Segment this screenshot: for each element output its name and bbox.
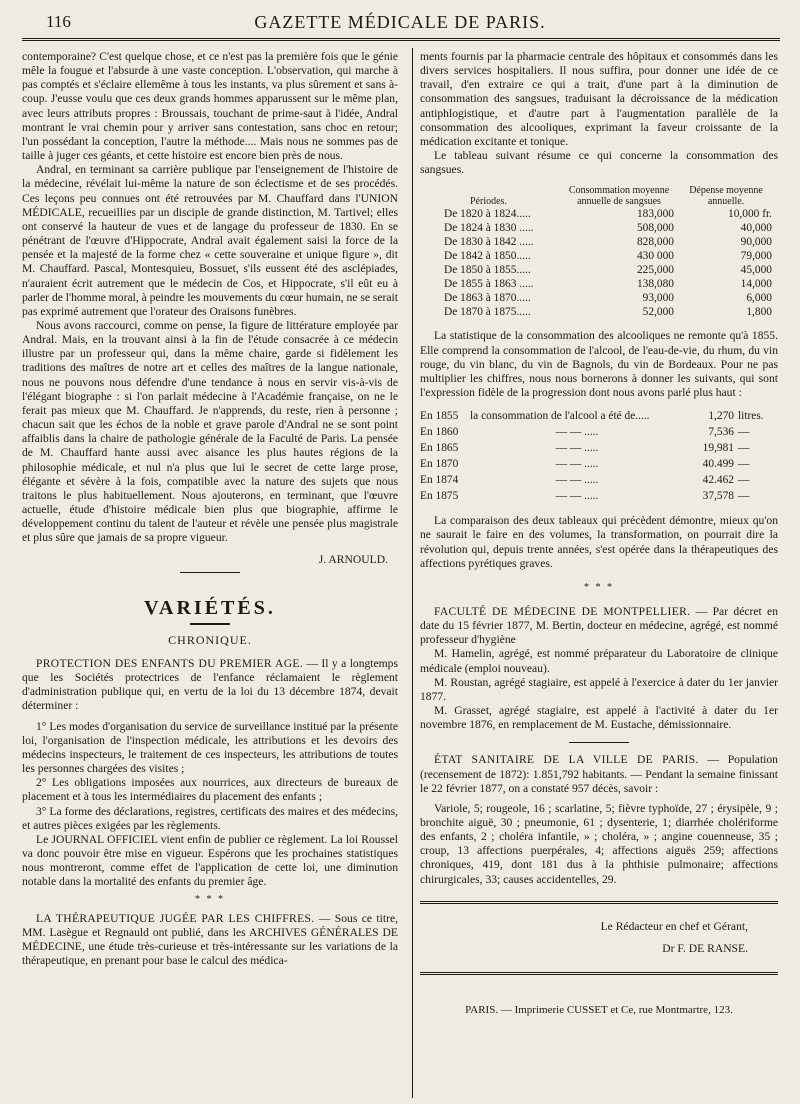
- paragraph: contemporaine? C'est quelque chose, et ce n'est pas la première fois que le génie mêle la fougue et l'absurde à une vaste conception. L'observation, qui marche à pas comptés et s'éclaire ellemême à tous les instants, va plus sûrement et sans à-coup. J'eusse voulu que ces deux grands hommes apparussent sur le même plan, avec leurs attributs propres : Broussais, touchant de prime-saut à l'idée, Andral montrant le vrai chemin pour y arriver sans contestation, sans choc en retour; l'un possédant la conception, l'autre la méthode.... Mais nous ne sommes pas de taille à juger ces géants, et cette histoire est encore bien près de nous.: [22, 50, 398, 163]
- table-row: En 1865 — — ..... 19,981 —: [420, 442, 750, 455]
- paragraph: [22, 912, 398, 969]
- paragraph: Andral, en terminant sa carrière publique par l'enseignement de l'histoire de la médecine, révélait lui-même la nature de son éclectisme et de ses procédés. Ces leçons peu connues ont été retrouvées par M. Chauffard dans l'UNION MÉDICALE, recueillies par un disciple de grande distinction, M. Tartivel; elles ont conservé la hauteur de vues et de langage du professeur de 1830. En se pénétrant de l'œuvre d'Hippocrate, Andral avait également saisi la force de la pensée et la majesté de la forme chez « cette souveraine et unique figure », dit M. Chauffard. Pascal, Montesquieu, Bossuet, s'ils eussent été des asclépiades, n'auraient écrit autrement que le médecin de Cos, et Hippocrate, s'il eût eu à parler de l'homme moral, à peindre les mouvements du cœur humain, ne se serait pas exprimé autrement que l'orateur des Oraisons funèbres.: [22, 163, 398, 318]
- section-rule: [420, 972, 778, 975]
- paragraph-text: — Par décret en date du 15 février 1877, M. Bertin, docteur en médecine, agrégé, est nommé professeur d'hygiène: [420, 604, 779, 647]
- paragraph-text: — Il y a longtemps que les Sociétés protectrices de l'enfance réclamaient le règlement d'administration publique qui, en vertu de la loi du 13 décembre 1874, devait déterminer :: [22, 656, 398, 713]
- paragraph: 1° Les modes d'organisation du service de surveillance institué par la présente loi, l'organisation de l'inspection médicale, les attributions et les devoirs des médecins inspecteurs, le traitement de ces inspecteurs, les attributions de toutes les personnes chargées des visites ;: [22, 719, 398, 776]
- divider: [190, 623, 230, 625]
- section-rule: [420, 901, 778, 904]
- paragraph: M. Grasset, agrégé stagiaire, est appelé à l'activité à dater du 1er novembre 1876, en remplacement de M. Eustache, démissionnaire.: [420, 704, 778, 732]
- paragraph: [22, 657, 398, 714]
- left-column: [22, 50, 398, 968]
- table-row: De 1824 à 1830 ..... 508,000 40,000: [444, 222, 772, 235]
- author-signature: J. ARNOULD.: [318, 553, 388, 567]
- journal-title: GAZETTE MÉDICALE DE PARIS.: [254, 12, 546, 32]
- paragraph: La comparaison des deux tableaux qui précèdent démontre, mieux qu'on ne saurait le faire en des volumes, la transformation, on pourrait dire la révolution qui, depuis trente années, s'est opérée dans la thérapeutiques des affections pyrétiques graves.: [420, 514, 778, 570]
- paragraph-text: — Population (recensement de 1872): 1.851,792 habitants. — Pendant la semaine finissant le 22 février 1877, on a constaté 957 décès, savoir :: [420, 753, 778, 795]
- paragraph-heading: PROTECTION DES ENFANTS DU PREMIER AGE.: [36, 656, 303, 670]
- paragraph-heading: FACULTÉ DE MÉDECINE DE MONTPELLIER.: [434, 604, 691, 618]
- divider: [180, 572, 240, 573]
- table-header-expense: Dépense moyenne annuelle.: [689, 185, 763, 208]
- paragraph: 3° La forme des déclarations, registres, certificats des maires et des médecins, et autres pièces exigées par les règlements.: [22, 804, 398, 832]
- section-subtitle: CHRONIQUE.: [168, 632, 252, 647]
- divider: [569, 742, 629, 743]
- table-row: De 1870 à 1875..... 52,000 1,800: [444, 306, 772, 319]
- header-rule: [22, 38, 780, 41]
- table-row: En 1855 la consommation de l'alcool a été de..... 1,270 litres.: [420, 410, 764, 423]
- table-row: En 1860 — — ..... 7,536 —: [420, 426, 750, 439]
- table-row: De 1855 à 1863 ..... 138,080 14,000: [444, 278, 772, 291]
- editor-role: Le Rédacteur en chef et Gérant,: [600, 919, 748, 933]
- paragraph-heading: ÉTAT SANITAIRE DE LA VILLE DE PARIS.: [434, 753, 699, 767]
- page-header: [22, 12, 778, 36]
- paragraph-text: — Sous ce titre, MM. Lasègue et Regnauld ont publié, dans les ARCHIVES GÉNÉRALES DE MÉDECINE, une étude très-curieuse et très-intéressante sur les variations de la thérapeutique, en prenant pour base le calcul des médica-: [22, 911, 398, 968]
- column-divider: [412, 48, 413, 1098]
- table-row: En 1875 — — ..... 37,578 —: [420, 490, 750, 503]
- paragraph: M. Hamelin, agrégé, est nommé préparateur du Laboratoire de clinique médicale (emploi nouveau).: [420, 647, 778, 675]
- editor-signoff: [420, 916, 778, 960]
- table-row: De 1863 à 1870..... 93,000 6,000: [444, 292, 772, 305]
- paragraph: La statistique de la consommation des alcooliques ne remonte qu'à 1855. Elle comprend la consommation de l'alcool, de l'eau-de-vie, du rhum, du vin rouge, du vin blanc, du vin de Bagnols, du vin de Bordeaux. Pour ne pas multiplier les chiffres, nous nous bornerons à donner les suivants, qui sont l'expression fidèle de la progression dont nous avons parlé plus haut :: [420, 329, 778, 400]
- separator-stars: * * *: [195, 894, 225, 906]
- paragraph: Nous avons raccourci, comme on pense, la figure de littérature employée par Andral. Mais, en la trouvant ainsi à la fin de l'étude consacrée à ce médecin illustre par un professeur qui, dans la même chaire, garde si fidèlement les traditions des maîtres de notre art et celles des maîtres de la langue nationale, nous ne pouvons nous défendre d'une tendance à nous en servir vis-à-vis de l'élégant biographe : si l'on parlait médecine à l'Académie française, on ne le ferait pas mieux que M. Chauffard. Je n'apprends, du reste, rien à personne ; chacun sait que les échos de la noble et grave parole d'Andral ne se sont point affaiblis dans la chaire de pathologie générale de la Faculté de Paris. La pensée de M. Chauffard hante aussi avec aisance les plus hautes régions de la philosophie médicale, et nul n'a plus que lui le secret de cette large prose, élégante et sévère à la fois, compatible avec la nature des sujets que nous traitons le plus habituellement. Nous ajouterons, en terminant, que l'œuvre actuelle, étude d'histoire médicale bien plus que biographie, affirme le développement continu du talent de l'auteur et révèle une pensée plus magistrale et plus sûre que jamais de sa propre vigueur.: [22, 318, 398, 545]
- paragraph: [420, 605, 778, 647]
- table-row: De 1830 à 1842 ..... 828,000 90,000: [444, 236, 772, 249]
- separator-stars: * * *: [584, 581, 614, 593]
- paragraph: ments fournis par la pharmacie centrale des hôpitaux et consommés dans les divers services hospitaliers. Il nous suffira, pour donner une idée de ce travail, d'en extraire ce qui a trait, d'une part à la diminution de consommation des sangsues, traduisant la décroissance de la médication antiphlogistique, et d'autre part à l'augmentation parallèle de la consommation des alcooliques, exprimant la faveur croissante de la médication excitante et tonique.: [420, 50, 778, 148]
- paragraph: 2° Les obligations imposées aux nourrices, aux directeurs de bureaux de placement et à tous les intermédiaires du placement des enfants ;: [22, 776, 398, 804]
- paragraph: [420, 753, 778, 795]
- right-column: [420, 50, 778, 1017]
- paragraph: M. Roustan, agrégé stagiaire, est appelé à l'exercice à dater du 1er janvier 1877.: [420, 675, 778, 703]
- section-title: VARIÉTÉS.: [144, 596, 276, 619]
- table-row: De 1820 à 1824..... 183,000 10,000 fr.: [444, 208, 772, 221]
- leech-table: [420, 185, 778, 319]
- printer-imprint: PARIS. — Imprimerie CUSSET et Ce, rue Montmartre, 123.: [465, 1003, 733, 1016]
- page-number: 116: [46, 12, 71, 31]
- alcohol-table: [420, 408, 778, 504]
- table-header-periods: Périodes.: [470, 196, 507, 208]
- table-row: De 1842 à 1850..... 430 000 79,000: [444, 250, 772, 263]
- table-row: En 1874 — — ..... 42.462 —: [420, 474, 750, 487]
- table-row: En 1870 — — ..... 40.499 —: [420, 458, 750, 471]
- table-row: De 1850 à 1855..... 225,000 45,000: [444, 264, 772, 277]
- editor-name: Dr F. DE RANSE.: [662, 941, 748, 955]
- paragraph: Le tableau suivant résume ce qui concerne la consommation des sangsues.: [420, 149, 778, 177]
- paragraph: Variole, 5; rougeole, 16 ; scarlatine, 5; fièvre typhoïde, 27 ; érysipèle, 9 ; bronchite aiguë, 30 ; pneumonie, 61 ; dysenterie, 1; diarrhée cholériforme des enfants, 2 ; choléra infantile, » ; choléra, » ; angine couenneuse, 35 ; croup, 13 affections puerpérales, 4; affections aiguës 259; affections chroniques, 419, dont 181 dus à la phthisie pulmonaire; affections chirurgicales, 33; causes accidentelles, 29.: [420, 801, 778, 886]
- table-header-consumption: Consommation moyenne annuelle de sangsues: [568, 185, 670, 208]
- paragraph-heading: LA THÉRAPEUTIQUE JUGÉE PAR LES CHIFFRES.: [36, 911, 315, 925]
- paragraph: Le JOURNAL OFFICIEL vient enfin de publier ce règlement. La loi Roussel va donc pouvoir être mise en vigueur. Espérons que les prochaines statistiques nous montreront, comme effet de l'application de cette loi, une diminution notable dans la mortalité des enfants du premier âge.: [22, 832, 398, 889]
